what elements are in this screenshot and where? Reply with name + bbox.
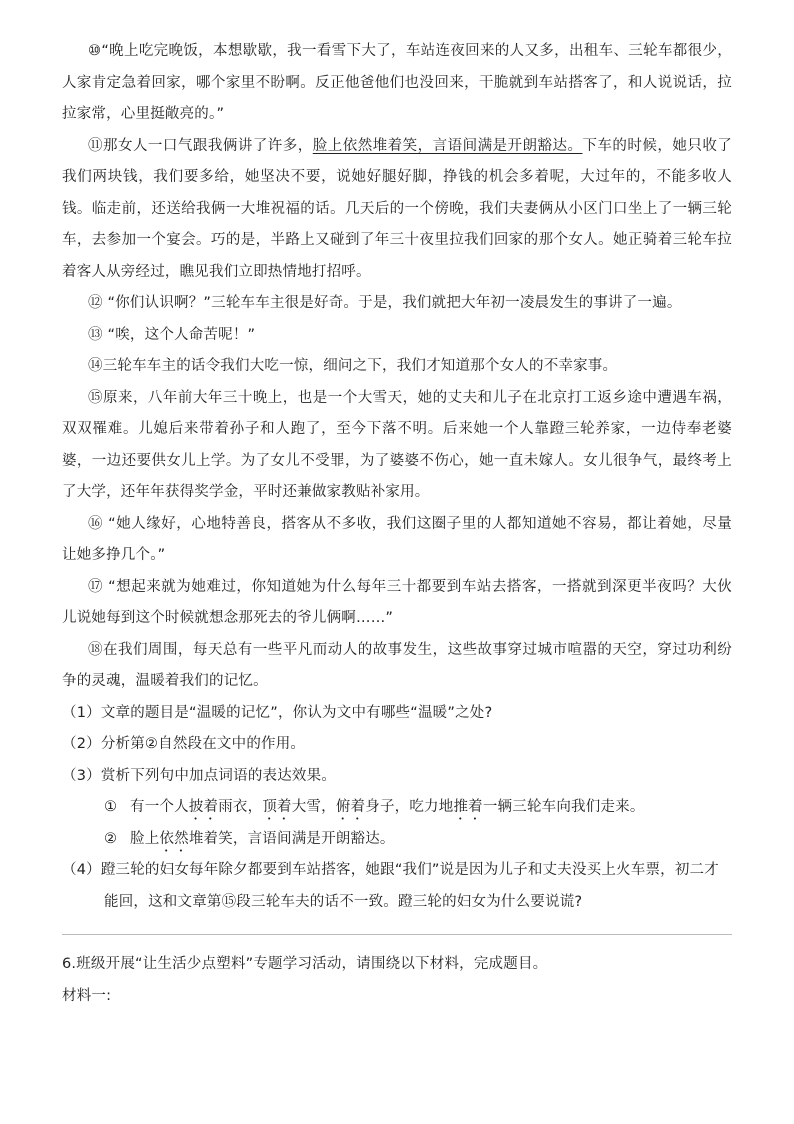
question-1: （1）文章的题目是“温暖的记忆”，你认为文中有哪些“温暖”之处? <box>62 704 493 721</box>
paragraph-16: ⑯ “她人缘好，心地特善良，搭客从不多收，我们这圈子里的人都知道她不容易，都让着她，尽量让她多挣几个。” <box>62 515 732 563</box>
material-one-label: 材料一: <box>62 987 112 1004</box>
question-3-sentence-1 <box>62 792 732 824</box>
question-3-sentence-2 <box>62 824 732 856</box>
section-divider <box>62 934 732 935</box>
dotted-word-4: 推着 <box>453 799 483 815</box>
paragraph-17: ⑰ “想起来就为她难过，你知道她为什么每年三十都要到车站去搭客，一搭就到深更半夜吗？大伙儿说她每到这个时候就想念那死去的爷儿俩啊……” <box>62 578 732 626</box>
sentence-2-mark: ② <box>104 830 118 847</box>
paragraph-12: ⑫ “你们认识啊？”三轮车车主很是好奇。于是，我们就把大年初一凌晨发生的事讲了一遍。 <box>88 295 682 311</box>
paragraph-10: ⑩“晚上吃完晚饭，本想歇歇，我一看雪下大了，车站连夜回来的人又多，出租车、三轮车都很少，人家肯定急着回家，哪个家里不盼啊。反正他爸他们也没回来，干脆就到车站搭客了，和人说说话，拉拉家常，心里挺敞亮的。” <box>62 43 732 122</box>
paragraph-14: ⑭三轮车车主的话令我们大吃一惊，细问之下，我们才知道那个女人的不幸家事。 <box>88 358 618 374</box>
sentence-1-text-5: 一辆三轮车向我们走来。 <box>482 799 645 815</box>
paragraph-13: ⑬ “唉，这个人命苦呢！” <box>88 326 256 343</box>
sentence-1-text-3: 大雪， <box>291 799 336 815</box>
dotted-word-5: 依然 <box>159 830 189 847</box>
sentence-1-mark: ① <box>104 799 118 815</box>
dotted-word-2: 顶着 <box>262 799 292 815</box>
paragraph-11-start: ⑪那女人一口气跟我俩讲了许多， <box>88 137 313 154</box>
sentence-2-text-1: 脸上 <box>130 830 160 847</box>
dotted-word-1: 披着 <box>188 799 219 815</box>
underlined-sentence: 脸上依然堆着笑，言语间满是开朗豁达。 <box>312 137 583 154</box>
paragraph-15: ⑮原来，八年前大年三十晚上，也是一个大雪天，她的丈夫和儿子在北京打工返乡途中遭遇车祸，双双罹难。儿媳后来带着孙子和人跑了，至今下落不明。后来她一个人靠蹬三轮养家，一边侍奉老婆婆，一边还要供女儿上学。为了女儿不受罪，为了婆婆不伤心，她一直未嫁人。女儿很争气，最终考上了大学，还年年获得奖学金，平时还兼做家教贴补家用。 <box>62 389 732 500</box>
paragraph-18: ⑱在我们周围，每天总有一些平凡而动人的故事发生，这些故事穿过城市喧嚣的天空，穿过功利纷争的灵魂，温暖着我们的记忆。 <box>62 641 732 689</box>
question-3: （3）赏析下列句中加点词语的表达效果。 <box>62 767 337 784</box>
paragraph-11-rest: 下车的时候，她只收了我们两块钱，我们要多给，她坚决不要，说她好腿好脚，挣钱的机会多着呢，大过年的，不能多收人钱。临走前，还送给我俩一大堆祝福的话。几天后的一个傍晚，我们夫妻俩从小区门口坐上了一辆三轮车，去参加一个宴会。巧的是，半路上又碰到了年三十夜里拉我们回家的那个女人。她正骑着三轮车拉着客人从旁经过，瞧见我们立即热情地打招呼。 <box>62 137 733 280</box>
question-2: （2）分析第②自然段在文中的作用。 <box>62 736 306 752</box>
sentence-2-text-2: 堆着笑，言语间满是开朗豁达。 <box>188 830 395 847</box>
dotted-word-3: 俯着 <box>335 799 366 815</box>
sentence-1-text-4: 身子，吃力地 <box>365 799 454 815</box>
sentence-1-text-1: 有一个人 <box>130 799 189 815</box>
paragraph-11 <box>62 131 732 289</box>
question-6-title: 6.班级开展“让生活少点塑料”专题学习活动，请围绕以下材料，完成题目。 <box>62 956 548 972</box>
question-4: （4）蹬三轮的妇女每年除夕都要到车站搭客，她跟“我们”说是因为儿子和丈夫没买上火车票，初二才能回，这和文章第⑮段三轮车夫的话不一致。蹬三轮的妇女为什么要说谎? <box>62 862 719 910</box>
sentence-1-text-2: 雨衣， <box>218 799 263 815</box>
